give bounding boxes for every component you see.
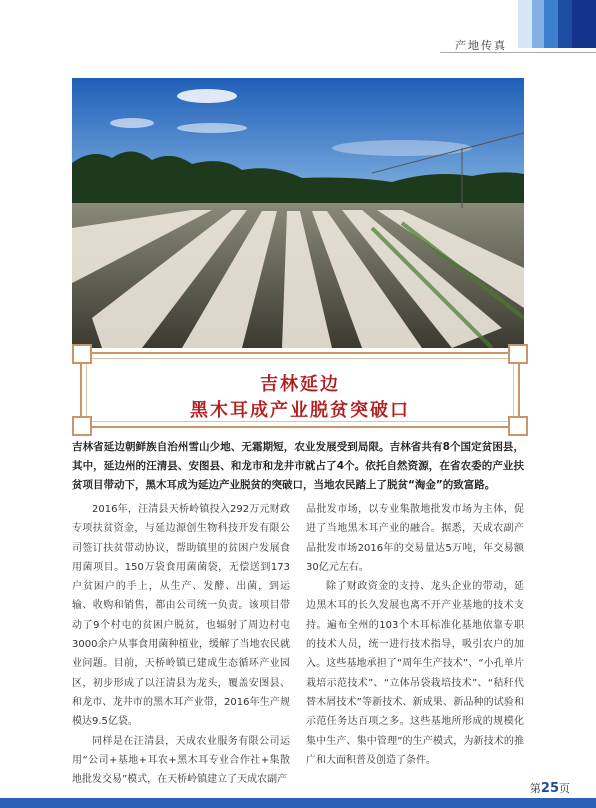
article-title-box	[80, 352, 520, 428]
photo-icon	[72, 78, 524, 348]
header-rule	[440, 52, 596, 53]
paragraph: 同样是在汪清县，天成农业服务有限公司运用“公司+基地+耳农+黑木耳专业合作社+集散地批发交易”模式，在天桥岭镇建立了天成农副产	[72, 735, 290, 786]
column-left	[72, 500, 290, 789]
column-right	[306, 500, 524, 770]
footer-bar	[0, 798, 596, 808]
page-number: 第25页	[529, 781, 570, 796]
section-title: 产地传真	[455, 39, 507, 52]
mushroom-field-photo	[72, 78, 524, 348]
paragraph: 品批发市场，以专业集散地批发市场为主体，促进了当地黑木耳产业的融合。据悉，天成农副产品批发市场2016年的交易量达5万吨，年交易额30亿元左右。	[306, 504, 524, 573]
corner-ornament-icon	[72, 344, 92, 364]
header-color-bars	[518, 0, 596, 48]
lead-paragraph: 吉林省延边朝鲜族自治州雪山少地、无霜期短，农业发展受到局限。吉林省共有8个国定贫困县，其中，延边州的汪清县、安图县、和龙市和龙井市就占了4个。依托自然资源，在省农委的产业扶贫项目带动下，黑木耳成为延边产业脱贫的突破口，当地农民踏上了脱贫“淘金”的致富路。	[72, 441, 524, 491]
article-title-line1: 吉林延边	[260, 374, 340, 395]
paragraph: 除了财政资金的支持、龙头企业的带动，延边黑木耳的长久发展也离不开产业基地的技术支持。遍布全州的103个木耳标准化基地依靠专职的技术人员，统一进行技术指导，吸引农户的加入。这些基地承担了“周年生产技术”、“小孔单片栽培示范技术”、“立体吊袋栽培技术”、“秸秆代替木屑技术”等新技术、新成果、新品种的试验和示范任务达百项之多。这些基地所形成的规模化集中生产、集中管理”的生产模式，为新技术的推广和大面积普及创造了条件。	[306, 581, 524, 766]
paragraph: 2016年，汪清县天桥岭镇投入292万元财政专项扶贫资金，与延边源创生物科技开发有限公司签订扶贫带动协议，帮助镇里的贫困户发展食用菌项目。150万袋食用菌菌袋，无偿送到173户贫困户的手上，从生产、发酵、出菌，到运输、收购和销售，都由公司统一负责。该项目带动了9个村屯的贫困户脱贫，也辐射了周边村屯3000余户从事食用菌种植业，缓解了当地农民就业问题。目前，天桥岭镇已建成生态循环产业园区，初步形成了以汪清县为龙头，覆盖安图县、和龙市、龙井市的黑木耳产业带，2016年生产规模达9.5亿袋。	[72, 504, 290, 728]
article-title-line2: 黑木耳成产业脱贫突破口	[190, 400, 410, 421]
corner-ornament-icon	[508, 344, 528, 364]
